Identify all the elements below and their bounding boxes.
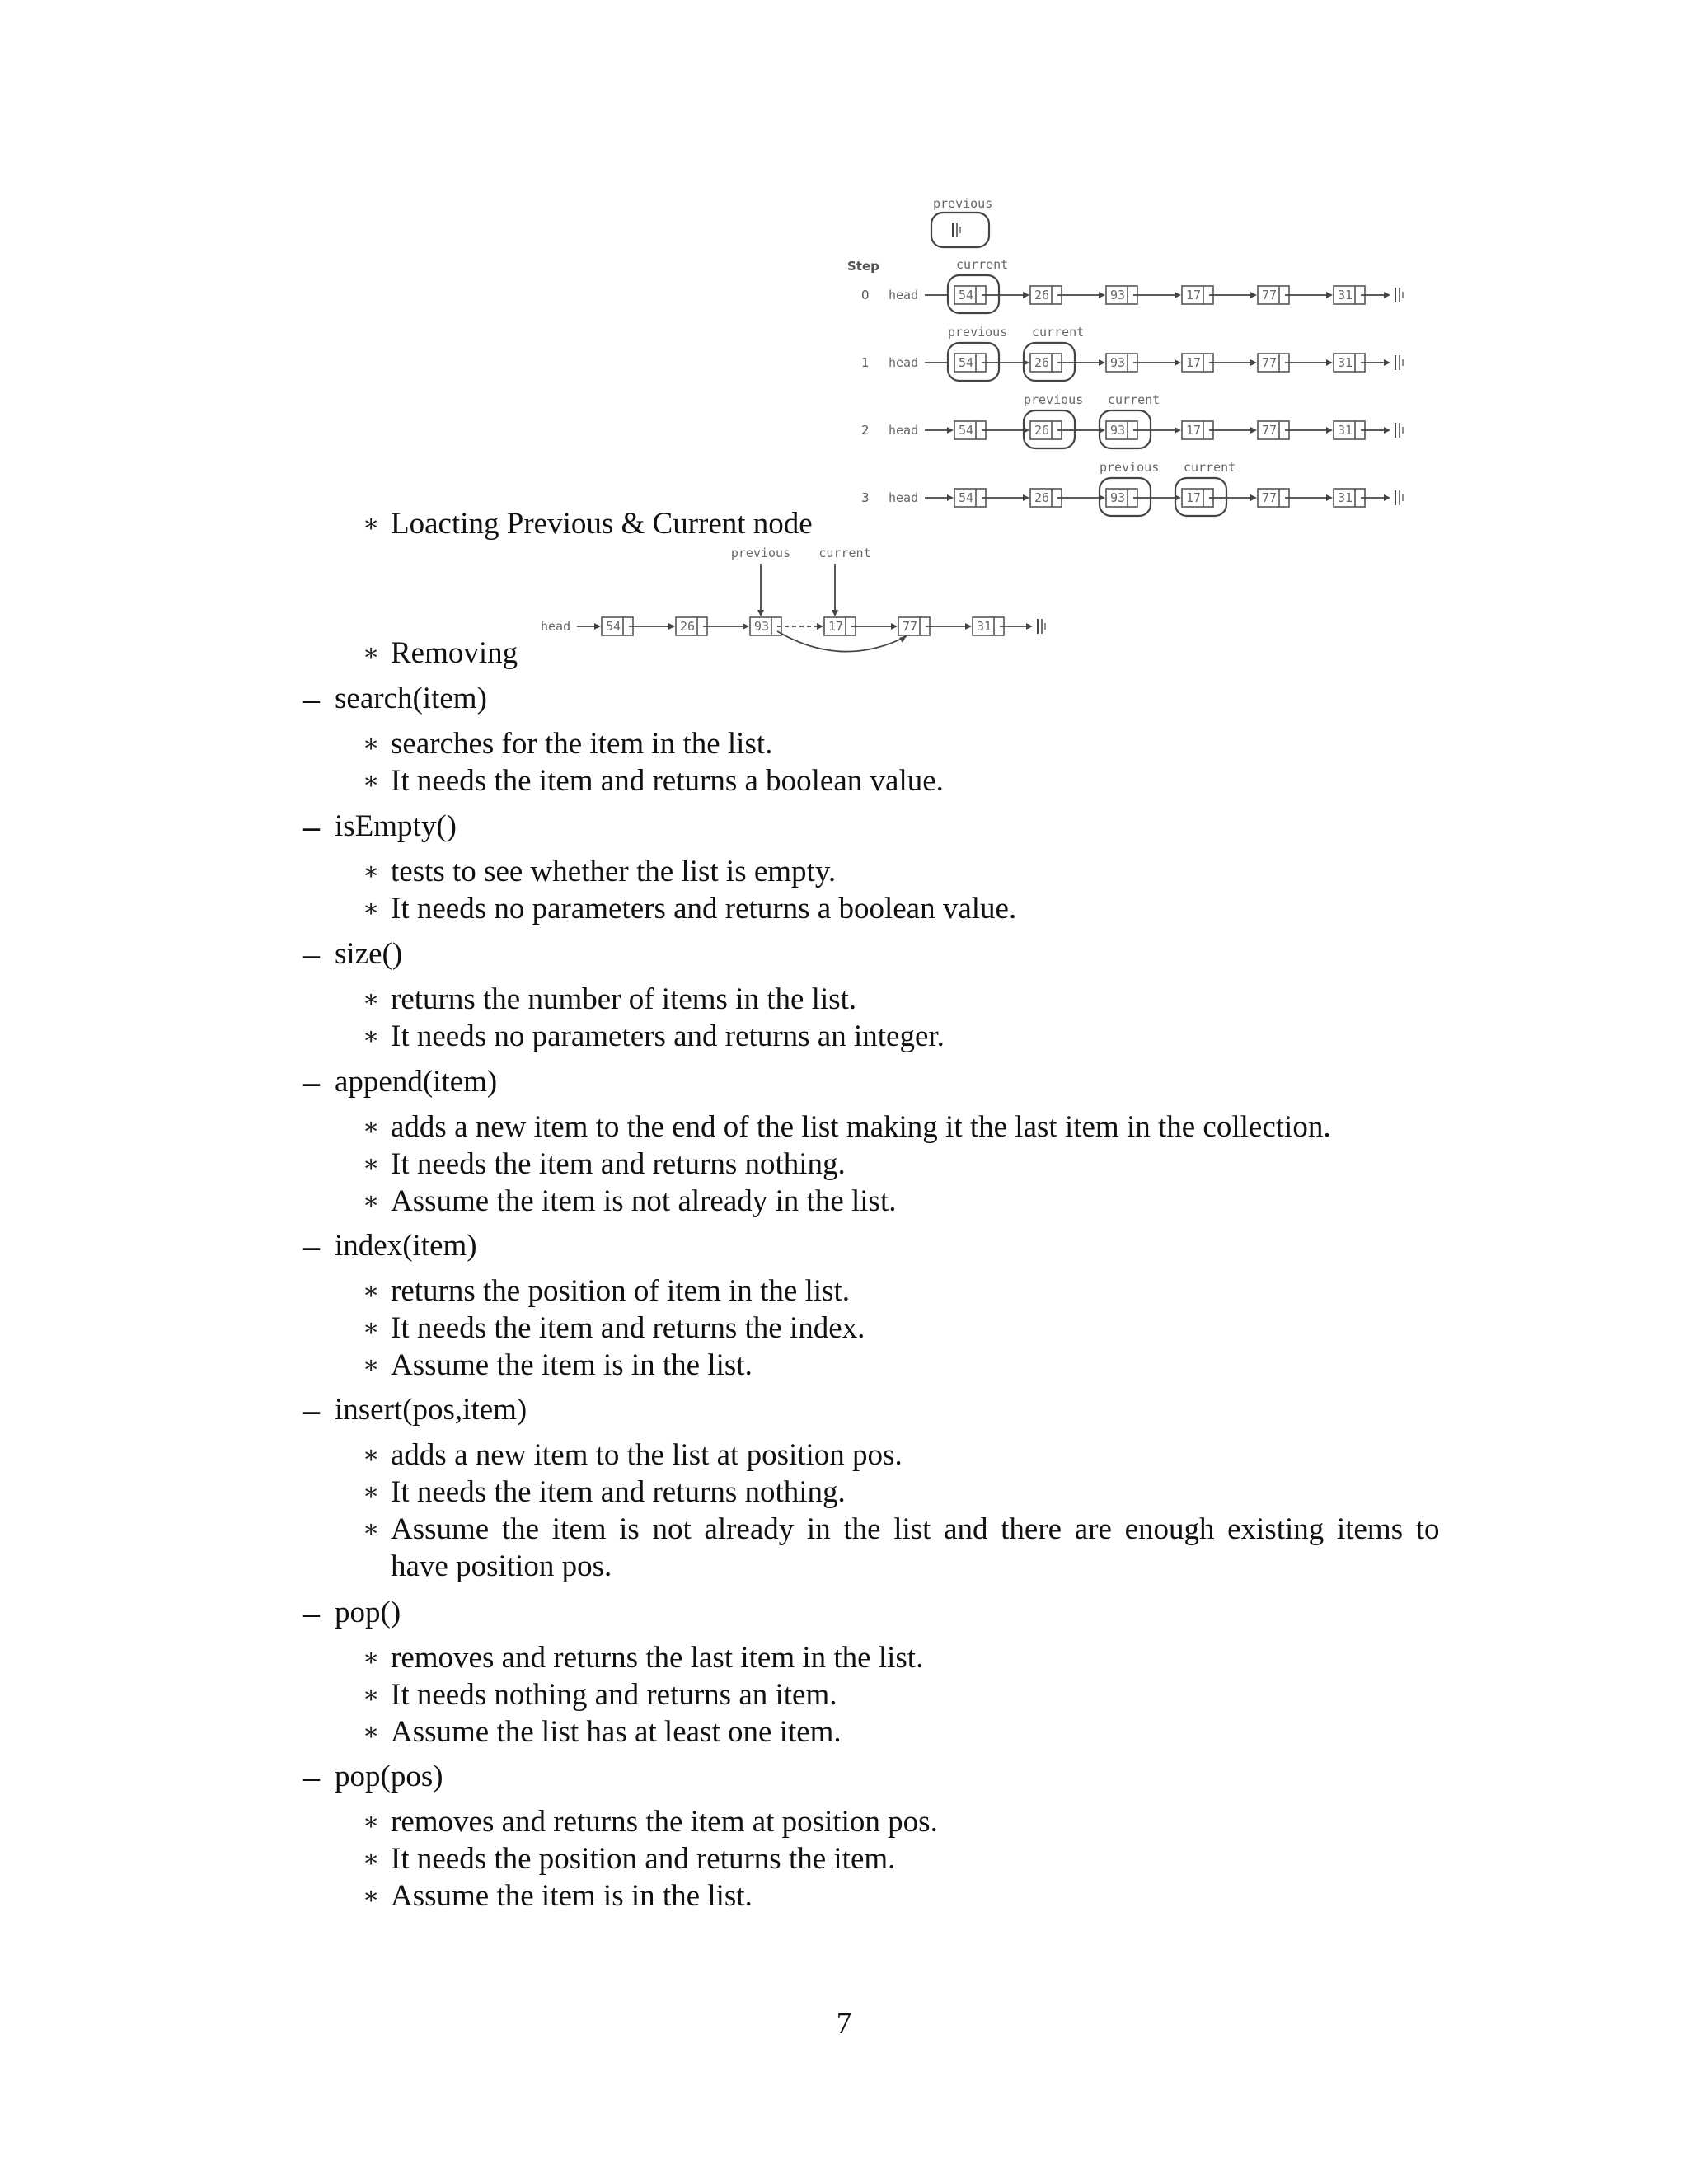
previous-label: previous <box>1024 392 1084 407</box>
node-value: 17 <box>1186 355 1202 370</box>
list-node <box>750 617 781 635</box>
list-node <box>1182 489 1213 507</box>
arrow-head <box>947 427 954 434</box>
arrow-head <box>1023 494 1029 501</box>
head-label: head <box>889 423 919 438</box>
method-detail: returns the number of items in the list. <box>391 982 857 1016</box>
node-value: 31 <box>1338 355 1353 370</box>
method-detail: adds a new item to the end of the list making it the last item in the collection. <box>391 1110 1331 1144</box>
head-label: head <box>541 619 571 634</box>
bullet-dash-icon: – <box>303 1227 320 1264</box>
method-name: size() <box>335 937 403 971</box>
bullet-star-icon: ∗ <box>363 986 380 1013</box>
list-node <box>1258 354 1289 372</box>
list-node <box>1334 286 1365 304</box>
method-name: insert(pos,item) <box>335 1393 528 1427</box>
node-value: 77 <box>1262 288 1278 302</box>
bullet-dash-icon: – <box>303 808 320 845</box>
node-value: 31 <box>1338 490 1353 505</box>
current-label: current <box>1108 392 1160 407</box>
list-node <box>1258 489 1289 507</box>
node-value: 17 <box>828 619 844 634</box>
node-value: 26 <box>1034 355 1050 370</box>
list-node <box>1182 354 1213 372</box>
list-node <box>1334 489 1365 507</box>
arrow-head <box>1326 427 1333 434</box>
node-value: 77 <box>1262 355 1278 370</box>
bullet-star-icon: ∗ <box>363 730 380 757</box>
method-detail: Assume the item is in the list. <box>391 1879 753 1913</box>
arrow-head <box>1326 494 1333 501</box>
arrow-head <box>1384 427 1390 434</box>
method-detail: It needs the item and returns nothing. <box>391 1475 846 1509</box>
method-detail: It needs the position and returns the item. <box>391 1842 896 1876</box>
list-node <box>1258 286 1289 304</box>
bullet-star-icon: ∗ <box>363 1718 380 1746</box>
arrow-head <box>757 610 764 616</box>
bullet-star-icon: ∗ <box>363 1277 380 1305</box>
list-node <box>1106 354 1137 372</box>
list-node <box>1030 421 1062 439</box>
arrow-head <box>1250 427 1257 434</box>
bullet-star-icon: ∗ <box>363 1808 380 1835</box>
bullet-dash-icon: – <box>303 935 320 972</box>
head-label: head <box>889 288 919 302</box>
bullet-star-icon: ∗ <box>363 1441 380 1469</box>
previous-label: previous <box>730 546 791 560</box>
arrow-head <box>1250 359 1257 366</box>
method-name: append(item) <box>335 1065 498 1099</box>
bullet-star-icon: ∗ <box>363 1023 380 1050</box>
list-node <box>1258 421 1289 439</box>
method-detail-continuation: have position pos. <box>391 1549 612 1583</box>
method-name: pop(pos) <box>335 1760 443 1793</box>
step-number: 3 <box>861 490 870 505</box>
node-value: 77 <box>1262 423 1278 438</box>
method-detail: It needs nothing and returns an item. <box>391 1678 837 1712</box>
list-node <box>973 617 1004 635</box>
list-node <box>1030 286 1062 304</box>
bullet-dash-icon: – <box>303 1063 320 1100</box>
step-number: 2 <box>861 423 870 438</box>
arrow-head <box>743 623 749 630</box>
bullet-star-icon: ∗ <box>363 640 380 667</box>
bullet-star-icon: ∗ <box>363 1352 380 1379</box>
list-node <box>1030 354 1062 372</box>
arrow-head <box>594 623 601 630</box>
method-detail: It needs no parameters and returns an integer. <box>391 1019 945 1053</box>
arrow-head <box>1384 359 1390 366</box>
node-value: 54 <box>959 288 974 302</box>
node-value: 31 <box>977 619 992 634</box>
list-node <box>1030 489 1062 507</box>
arrow-head <box>1250 292 1257 298</box>
bullet-dash-icon: – <box>303 680 320 717</box>
arrow-head <box>891 623 898 630</box>
arrow-head <box>1175 359 1181 366</box>
list-node <box>898 617 930 635</box>
previous-label: previous <box>1100 460 1160 475</box>
method-detail: It needs the item and returns nothing. <box>391 1147 846 1181</box>
head-label: head <box>889 355 919 370</box>
current-label: current <box>1184 460 1236 475</box>
list-node <box>1106 421 1137 439</box>
list-node <box>954 421 986 439</box>
bullet-star-icon: ∗ <box>363 1644 380 1671</box>
arrow-head <box>1326 292 1333 298</box>
list-node <box>1182 286 1213 304</box>
arrow-head <box>1175 292 1181 298</box>
method-detail: removes and returns the last item in the list. <box>391 1641 924 1675</box>
node-value: 54 <box>959 490 974 505</box>
bullet-star-icon: ∗ <box>363 1151 380 1178</box>
bullet-star-icon: ∗ <box>363 1681 380 1708</box>
node-value: 26 <box>680 619 696 634</box>
method-detail: returns the position of item in the list. <box>391 1274 850 1308</box>
bullet-star-icon: ∗ <box>363 858 380 885</box>
sub-item-locating: Loacting Previous & Current node <box>391 507 813 541</box>
bullet-star-icon: ∗ <box>363 767 380 794</box>
bullet-dash-icon: – <box>303 1391 320 1428</box>
method-detail: It needs no parameters and returns a boolean value. <box>391 892 1017 926</box>
arrow-head <box>1384 494 1390 501</box>
arrow-head <box>947 494 954 501</box>
arrow-head <box>1175 427 1181 434</box>
method-name: isEmpty() <box>335 809 457 843</box>
list-node <box>1106 489 1137 507</box>
current-label: current <box>1032 325 1085 340</box>
node-value: 54 <box>959 423 974 438</box>
bullet-star-icon: ∗ <box>363 1882 380 1910</box>
list-node <box>1106 286 1137 304</box>
node-value: 93 <box>754 619 770 634</box>
arrow-head <box>1026 623 1033 630</box>
locate-previous-current-figure <box>841 191 1434 537</box>
arrow-head <box>965 623 972 630</box>
method-detail: tests to see whether the list is empty. <box>391 855 837 888</box>
remove-node-figure <box>528 542 1088 666</box>
method-detail: removes and returns the item at position pos. <box>391 1805 938 1839</box>
list-node <box>1182 421 1213 439</box>
node-value: 17 <box>1186 423 1202 438</box>
method-detail: It needs the item and returns the index. <box>391 1311 865 1345</box>
bullet-star-icon: ∗ <box>363 1845 380 1872</box>
node-value: 77 <box>1262 490 1278 505</box>
head-label: head <box>889 490 919 505</box>
node-value: 93 <box>1110 423 1126 438</box>
node-value: 93 <box>1110 288 1126 302</box>
bullet-star-icon: ∗ <box>363 1188 380 1215</box>
arrow-head <box>1250 494 1257 501</box>
bullet-star-icon: ∗ <box>363 1516 380 1543</box>
list-node <box>954 489 986 507</box>
bullet-star-icon: ∗ <box>363 1113 380 1141</box>
arrow-head <box>832 610 838 616</box>
node-value: 77 <box>903 619 918 634</box>
node-value: 93 <box>1110 355 1126 370</box>
bullet-star-icon: ∗ <box>363 1479 380 1506</box>
arrow-head <box>1023 292 1029 298</box>
method-detail: Assume the item is not already in the list. <box>391 1184 897 1218</box>
node-value: 54 <box>959 355 974 370</box>
page-number: 7 <box>836 2007 852 2041</box>
method-detail: It needs the item and returns a boolean value. <box>391 764 944 798</box>
previous-label: previous <box>948 325 1008 340</box>
bullet-dash-icon: – <box>303 1594 320 1631</box>
list-node <box>954 286 986 304</box>
current-label: current <box>818 546 871 560</box>
method-detail: Assume the item is not already in the list and there are enough existing items to <box>391 1512 1440 1546</box>
list-node <box>1334 354 1365 372</box>
list-node <box>1334 421 1365 439</box>
node-value: 93 <box>1110 490 1126 505</box>
arrow-head <box>1384 292 1390 298</box>
previous-label: previous <box>933 196 993 211</box>
node-value: 17 <box>1186 490 1202 505</box>
list-node <box>824 617 856 635</box>
arrow-head <box>1099 292 1105 298</box>
arrow-head <box>899 635 907 643</box>
step-header: Step <box>847 259 879 274</box>
bullet-dash-icon: – <box>303 1758 320 1795</box>
list-node <box>676 617 707 635</box>
list-node <box>602 617 633 635</box>
method-name: search(item) <box>335 682 487 715</box>
bullet-star-icon: ∗ <box>363 510 380 537</box>
node-value: 31 <box>1338 423 1353 438</box>
step-number: 0 <box>861 288 870 302</box>
node-value: 31 <box>1338 288 1353 302</box>
node-value: 26 <box>1034 423 1050 438</box>
method-name: pop() <box>335 1596 401 1629</box>
method-detail: searches for the item in the list. <box>391 727 773 761</box>
bullet-star-icon: ∗ <box>363 895 380 922</box>
arrow-head <box>817 623 823 630</box>
arrow-head <box>668 623 675 630</box>
arrow-head <box>1099 359 1105 366</box>
list-node <box>954 354 986 372</box>
node-value: 17 <box>1186 288 1202 302</box>
sub-item-removing: Removing <box>391 636 518 670</box>
method-detail: adds a new item to the list at position pos. <box>391 1438 903 1472</box>
bullet-star-icon: ∗ <box>363 1315 380 1342</box>
node-value: 26 <box>1034 490 1050 505</box>
node-value: 54 <box>606 619 621 634</box>
method-detail: Assume the item is in the list. <box>391 1348 753 1382</box>
node-value: 26 <box>1034 288 1050 302</box>
current-label: current <box>956 257 1009 272</box>
method-detail: Assume the list has at least one item. <box>391 1715 842 1749</box>
arrow-head <box>1326 359 1333 366</box>
step-number: 1 <box>861 355 870 370</box>
method-name: index(item) <box>335 1229 477 1263</box>
